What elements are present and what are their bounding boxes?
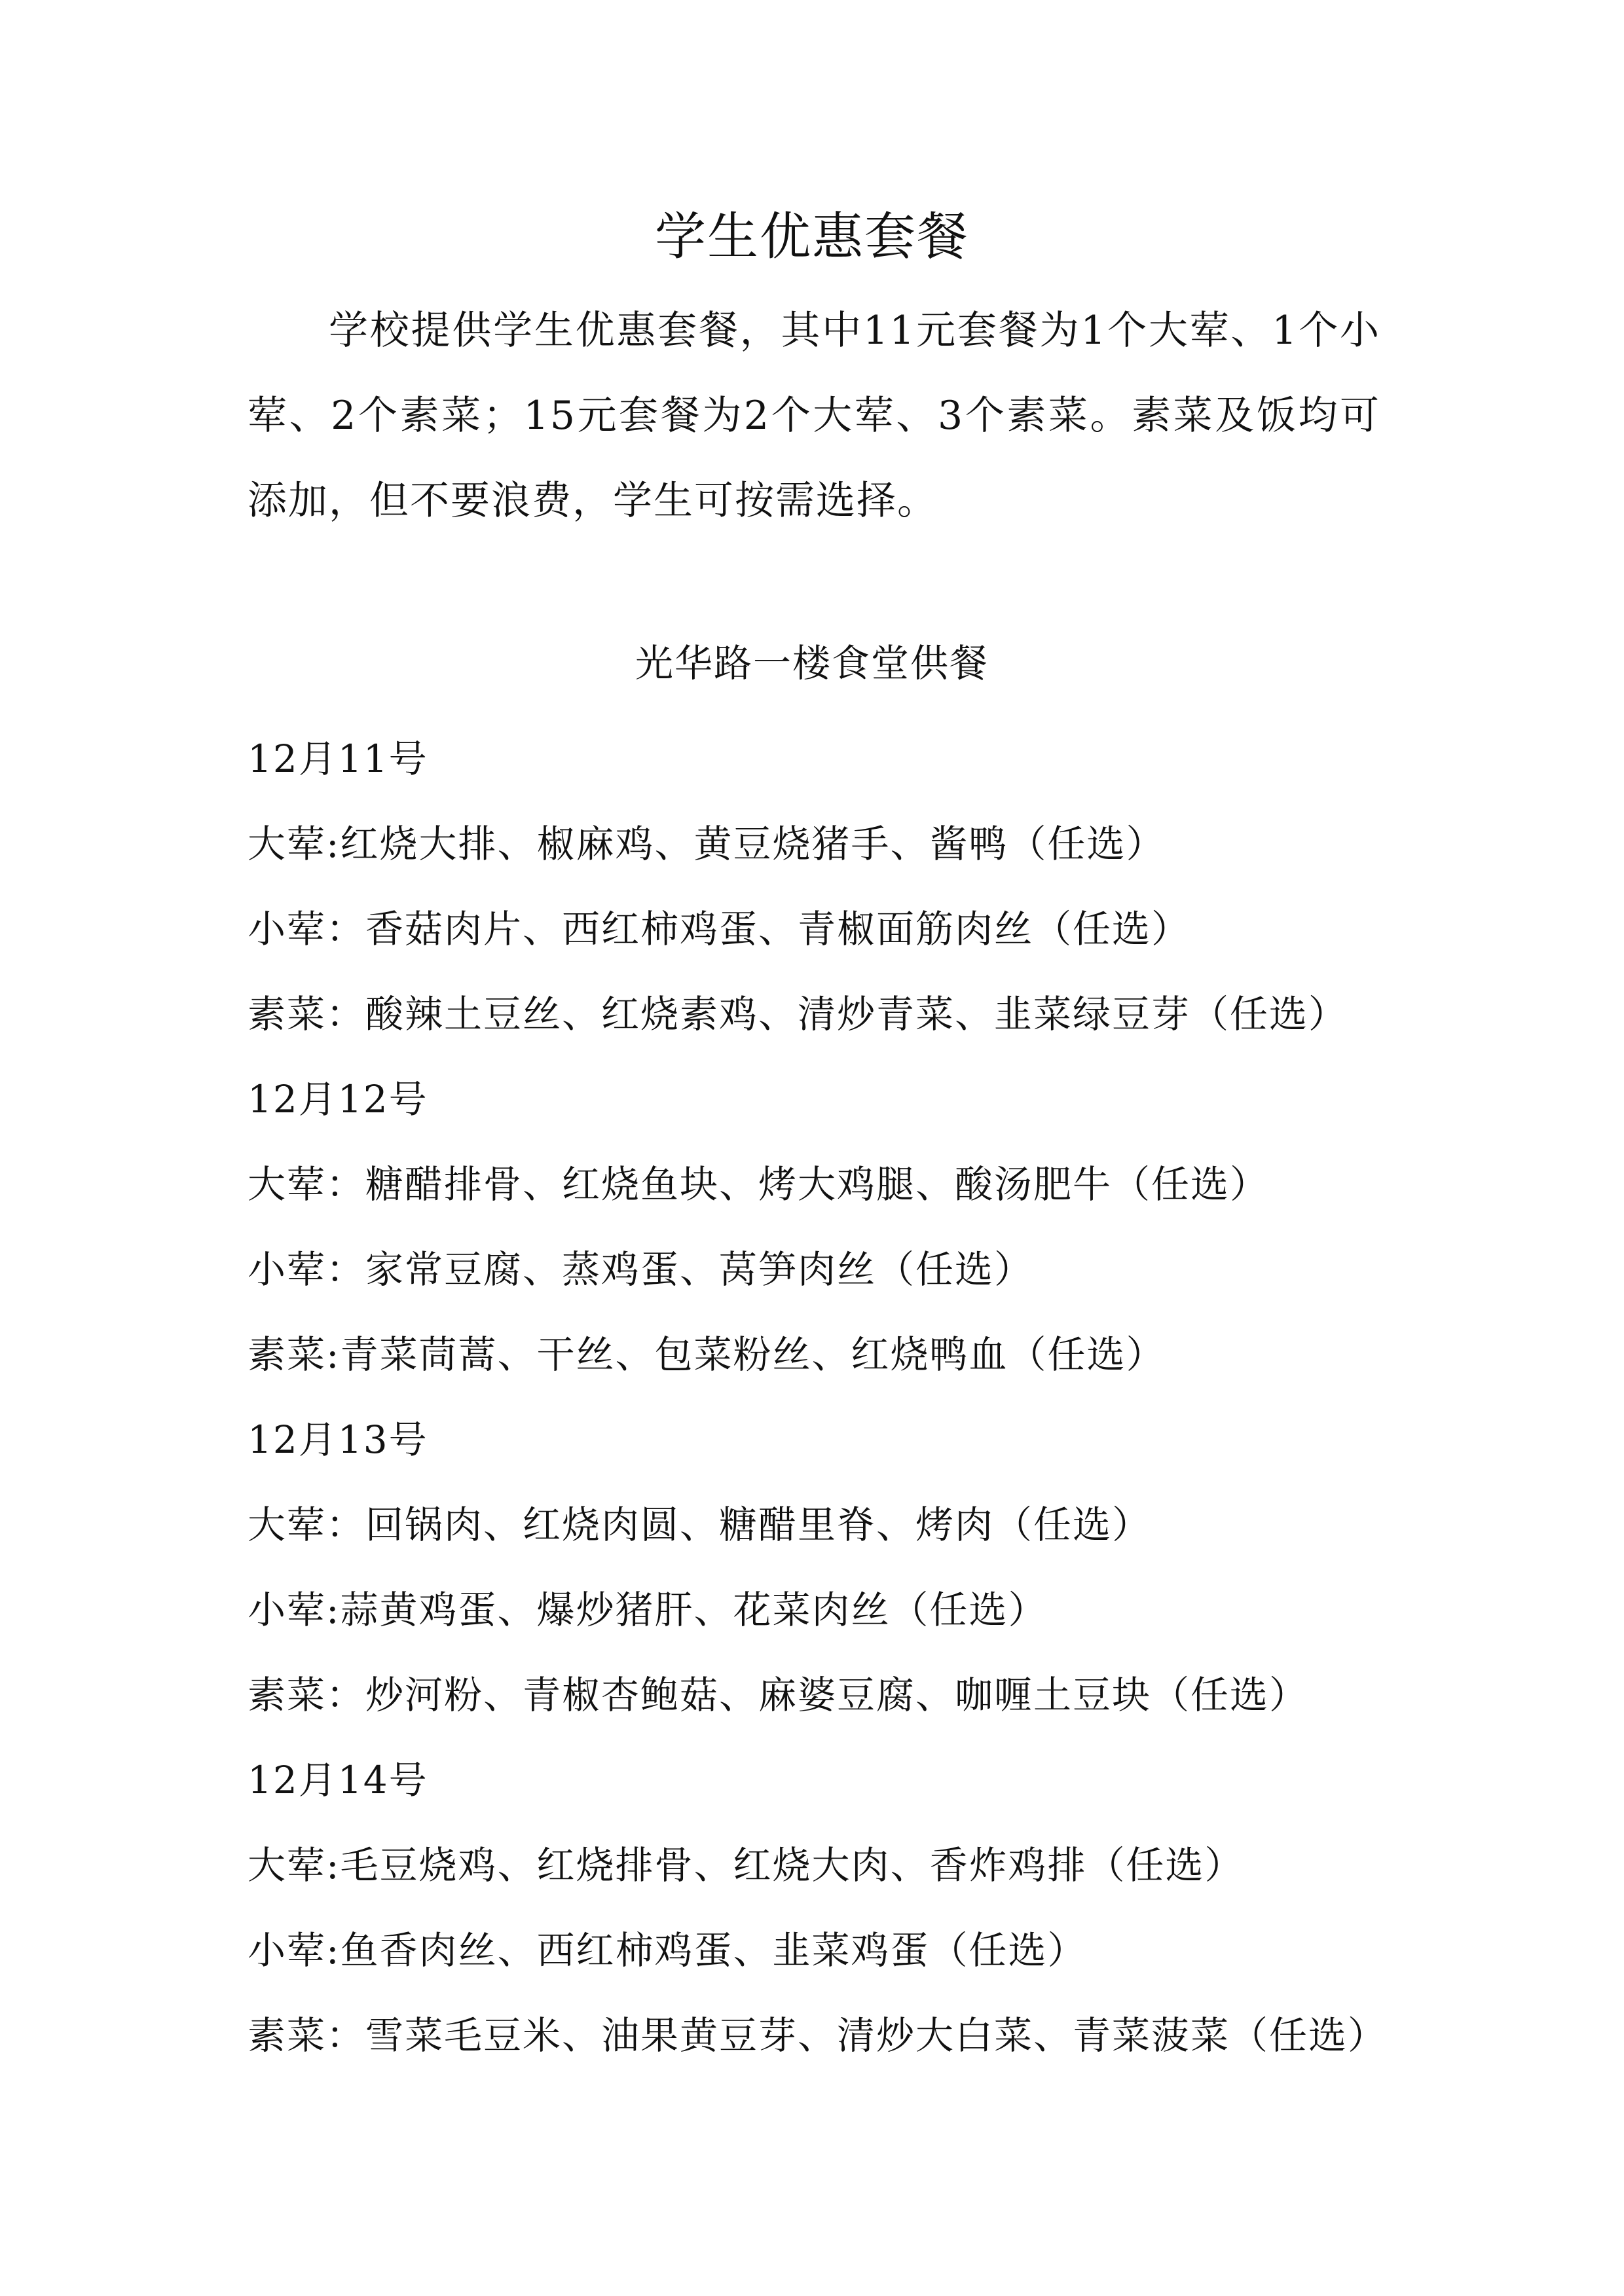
menu-small-meat: 小荤：家常豆腐、蒸鸡蛋、莴笋肉丝（任选）: [248, 1247, 1034, 1292]
menu-big-meat: 大荤：回锅肉、红烧肉圆、糖醋里脊、烤肉（任选）: [248, 1503, 1152, 1547]
menu-vegetable: 素菜：炒河粉、青椒杏鲍菇、麻婆豆腐、咖喱土豆块（任选）: [248, 1673, 1309, 1717]
menu-date: 12月13号: [248, 1417, 428, 1462]
menu-small-meat: 小荤:蒜黄鸡蛋、爆炒猪肝、花菜肉丝（任选）: [248, 1588, 1048, 1632]
menu-date: 12月12号: [248, 1077, 428, 1121]
canteen-title: 光华路一楼食堂供餐: [635, 641, 989, 685]
menu-vegetable: 素菜:青菜茼蒿、干丝、包菜粉丝、红烧鸭血（任选）: [248, 1332, 1166, 1377]
page-title: 学生优惠套餐: [654, 208, 969, 266]
menu-date: 12月11号: [248, 737, 428, 781]
menu-small-meat: 小荤：香菇肉片、西红柿鸡蛋、青椒面筋肉丝（任选）: [248, 907, 1191, 951]
intro-paragraph: 学校提供学生优惠套餐，其中11元套餐为1个大荤、1个小荤、2个素菜；15元套餐为2个大荤、3个素菜。素菜及饭均可添加，但不要浪费，学生可按需选择。: [248, 308, 1380, 524]
menu-date: 12月14号: [248, 1758, 428, 1802]
menu-vegetable: 素菜：酸辣土豆丝、红烧素鸡、清炒青菜、韭菜绿豆芽（任选）: [248, 992, 1348, 1036]
menu-big-meat: 大荤：糖醋排骨、红烧鱼块、烤大鸡腿、酸汤肥牛（任选）: [248, 1162, 1270, 1207]
menu-list: [248, 716, 1492, 2078]
menu-big-meat: 大荤:红烧大排、椒麻鸡、黄豆烧猪手、酱鸭（任选）: [248, 822, 1166, 866]
menu-small-meat: 小荤:鱼香肉丝、西红柿鸡蛋、韭菜鸡蛋（任选）: [248, 1928, 1087, 1973]
menu-big-meat: 大荤:毛豆烧鸡、红烧排骨、红烧大肉、香炸鸡排（任选）: [248, 1843, 1244, 1887]
menu-vegetable: 素菜：雪菜毛豆米、油果黄豆芽、清炒大白菜、青菜菠菜（任选）: [248, 2013, 1388, 2058]
